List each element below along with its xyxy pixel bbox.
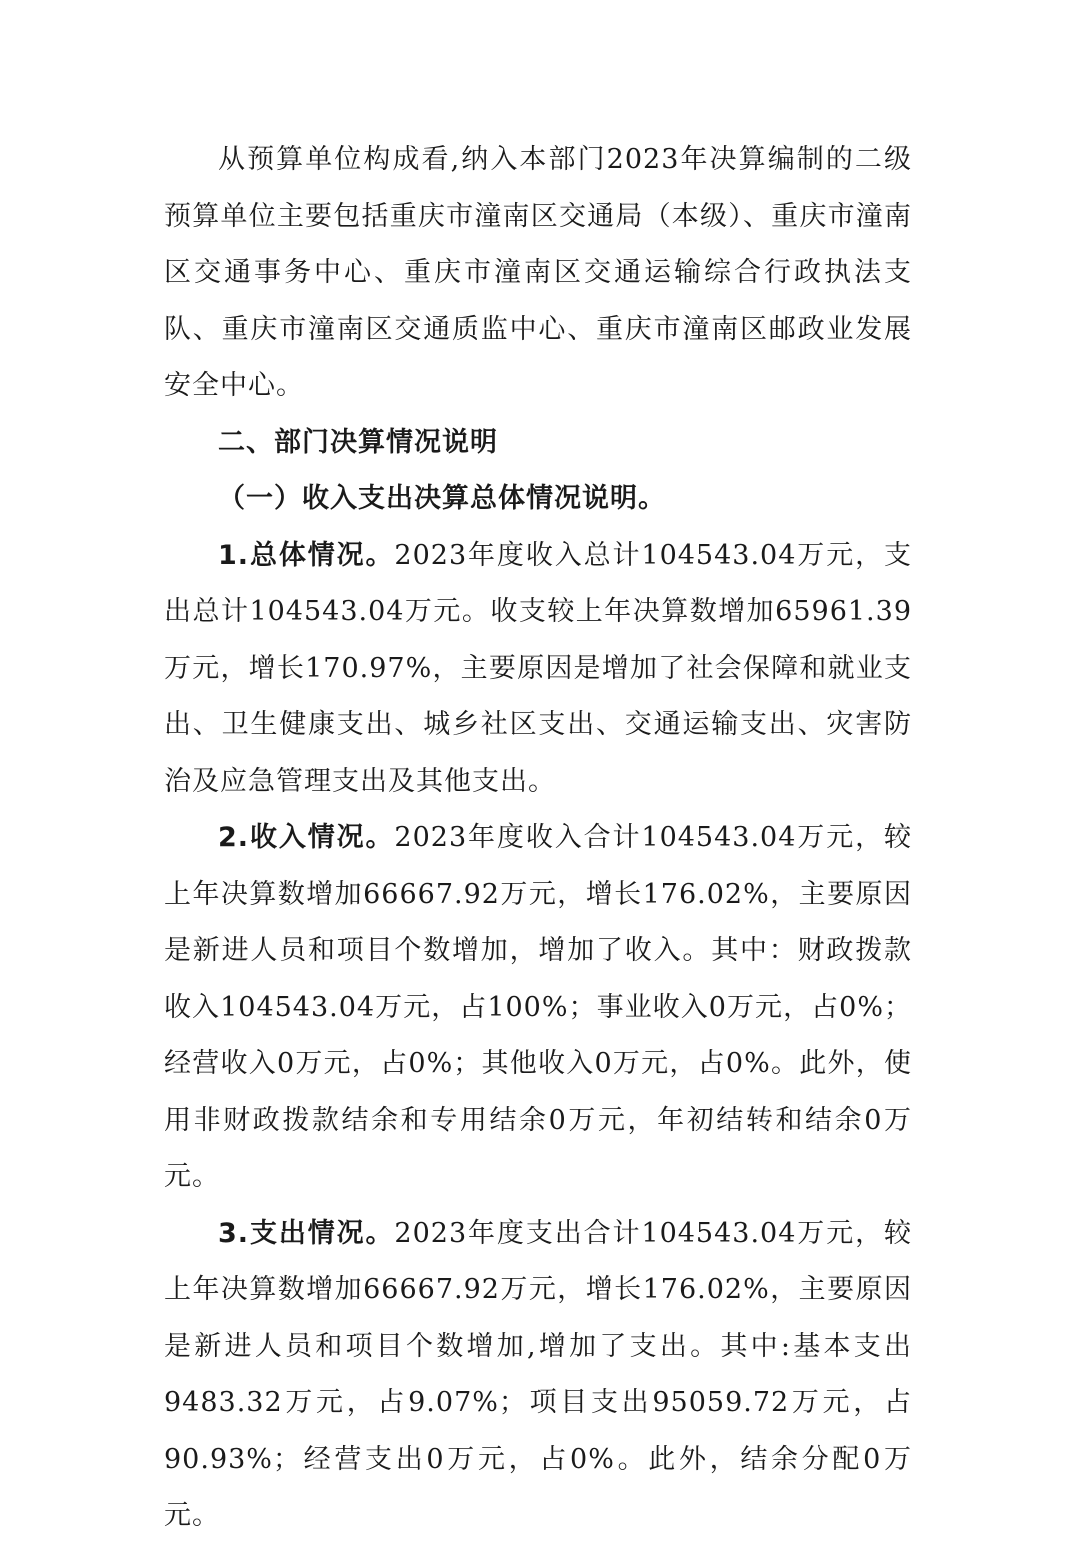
paragraph-budget-units: 从预算单位构成看,纳入本部门2023年决算编制的二级预算单位主要包括重庆市潼南区交通局（本级）、重庆市潼南区交通事务中心、重庆市潼南区交通运输综合行政执法支队、重庆市潼南区交通质监中心、重庆市潼南区邮政业发展安全中心。	[164, 144, 912, 401]
overall-text: 2023年度收入总计104543.04万元，支出总计104543.04万元。收支较上年决算数增加65961.39万元，增长170.97%，主要原因是增加了社会保障和就业支出、卫生健康支出、城乡社区支出、交通运输支出、灾害防治及应急管理支出及其他支出。	[164, 539, 912, 797]
document-page	[164, 132, 912, 1545]
subsection-heading: （一）收入支出决算总体情况说明。	[218, 483, 666, 514]
overall-lead: 1.总体情况。	[218, 539, 395, 571]
income-lead: 2.收入情况。	[218, 822, 395, 853]
expense-text: 2023年度支出合计104543.04万元，较上年决算数增加66667.92万元，增长176.02%，主要原因是新进人员和项目个数增加,增加了支出。其中:基本支出9483.32万元，占9.07%；项目支出95059.72万元，占90.93%；经营支出0万元，占0%。此外，结余分配0万元。	[164, 1217, 912, 1531]
section-heading: 二、部门决算情况说明	[218, 426, 498, 458]
paragraph-income	[164, 810, 912, 1206]
paragraph-expense	[164, 1206, 912, 1545]
income-text: 2023年度收入合计104543.04万元，较上年决算数增加66667.92万元，增长176.02%，主要原因是新进人员和项目个数增加，增加了收入。其中：财政拨款收入104543.04万元，占100%；事业收入0万元，占0%；经营收入0万元，占0%；其他收入0万元，占0%。此外，使用非财政拨款结余和专用结余0万元，年初结转和结余0万元。	[164, 822, 912, 1192]
expense-lead: 3.支出情况。	[218, 1217, 395, 1249]
paragraph-overall	[164, 528, 912, 811]
